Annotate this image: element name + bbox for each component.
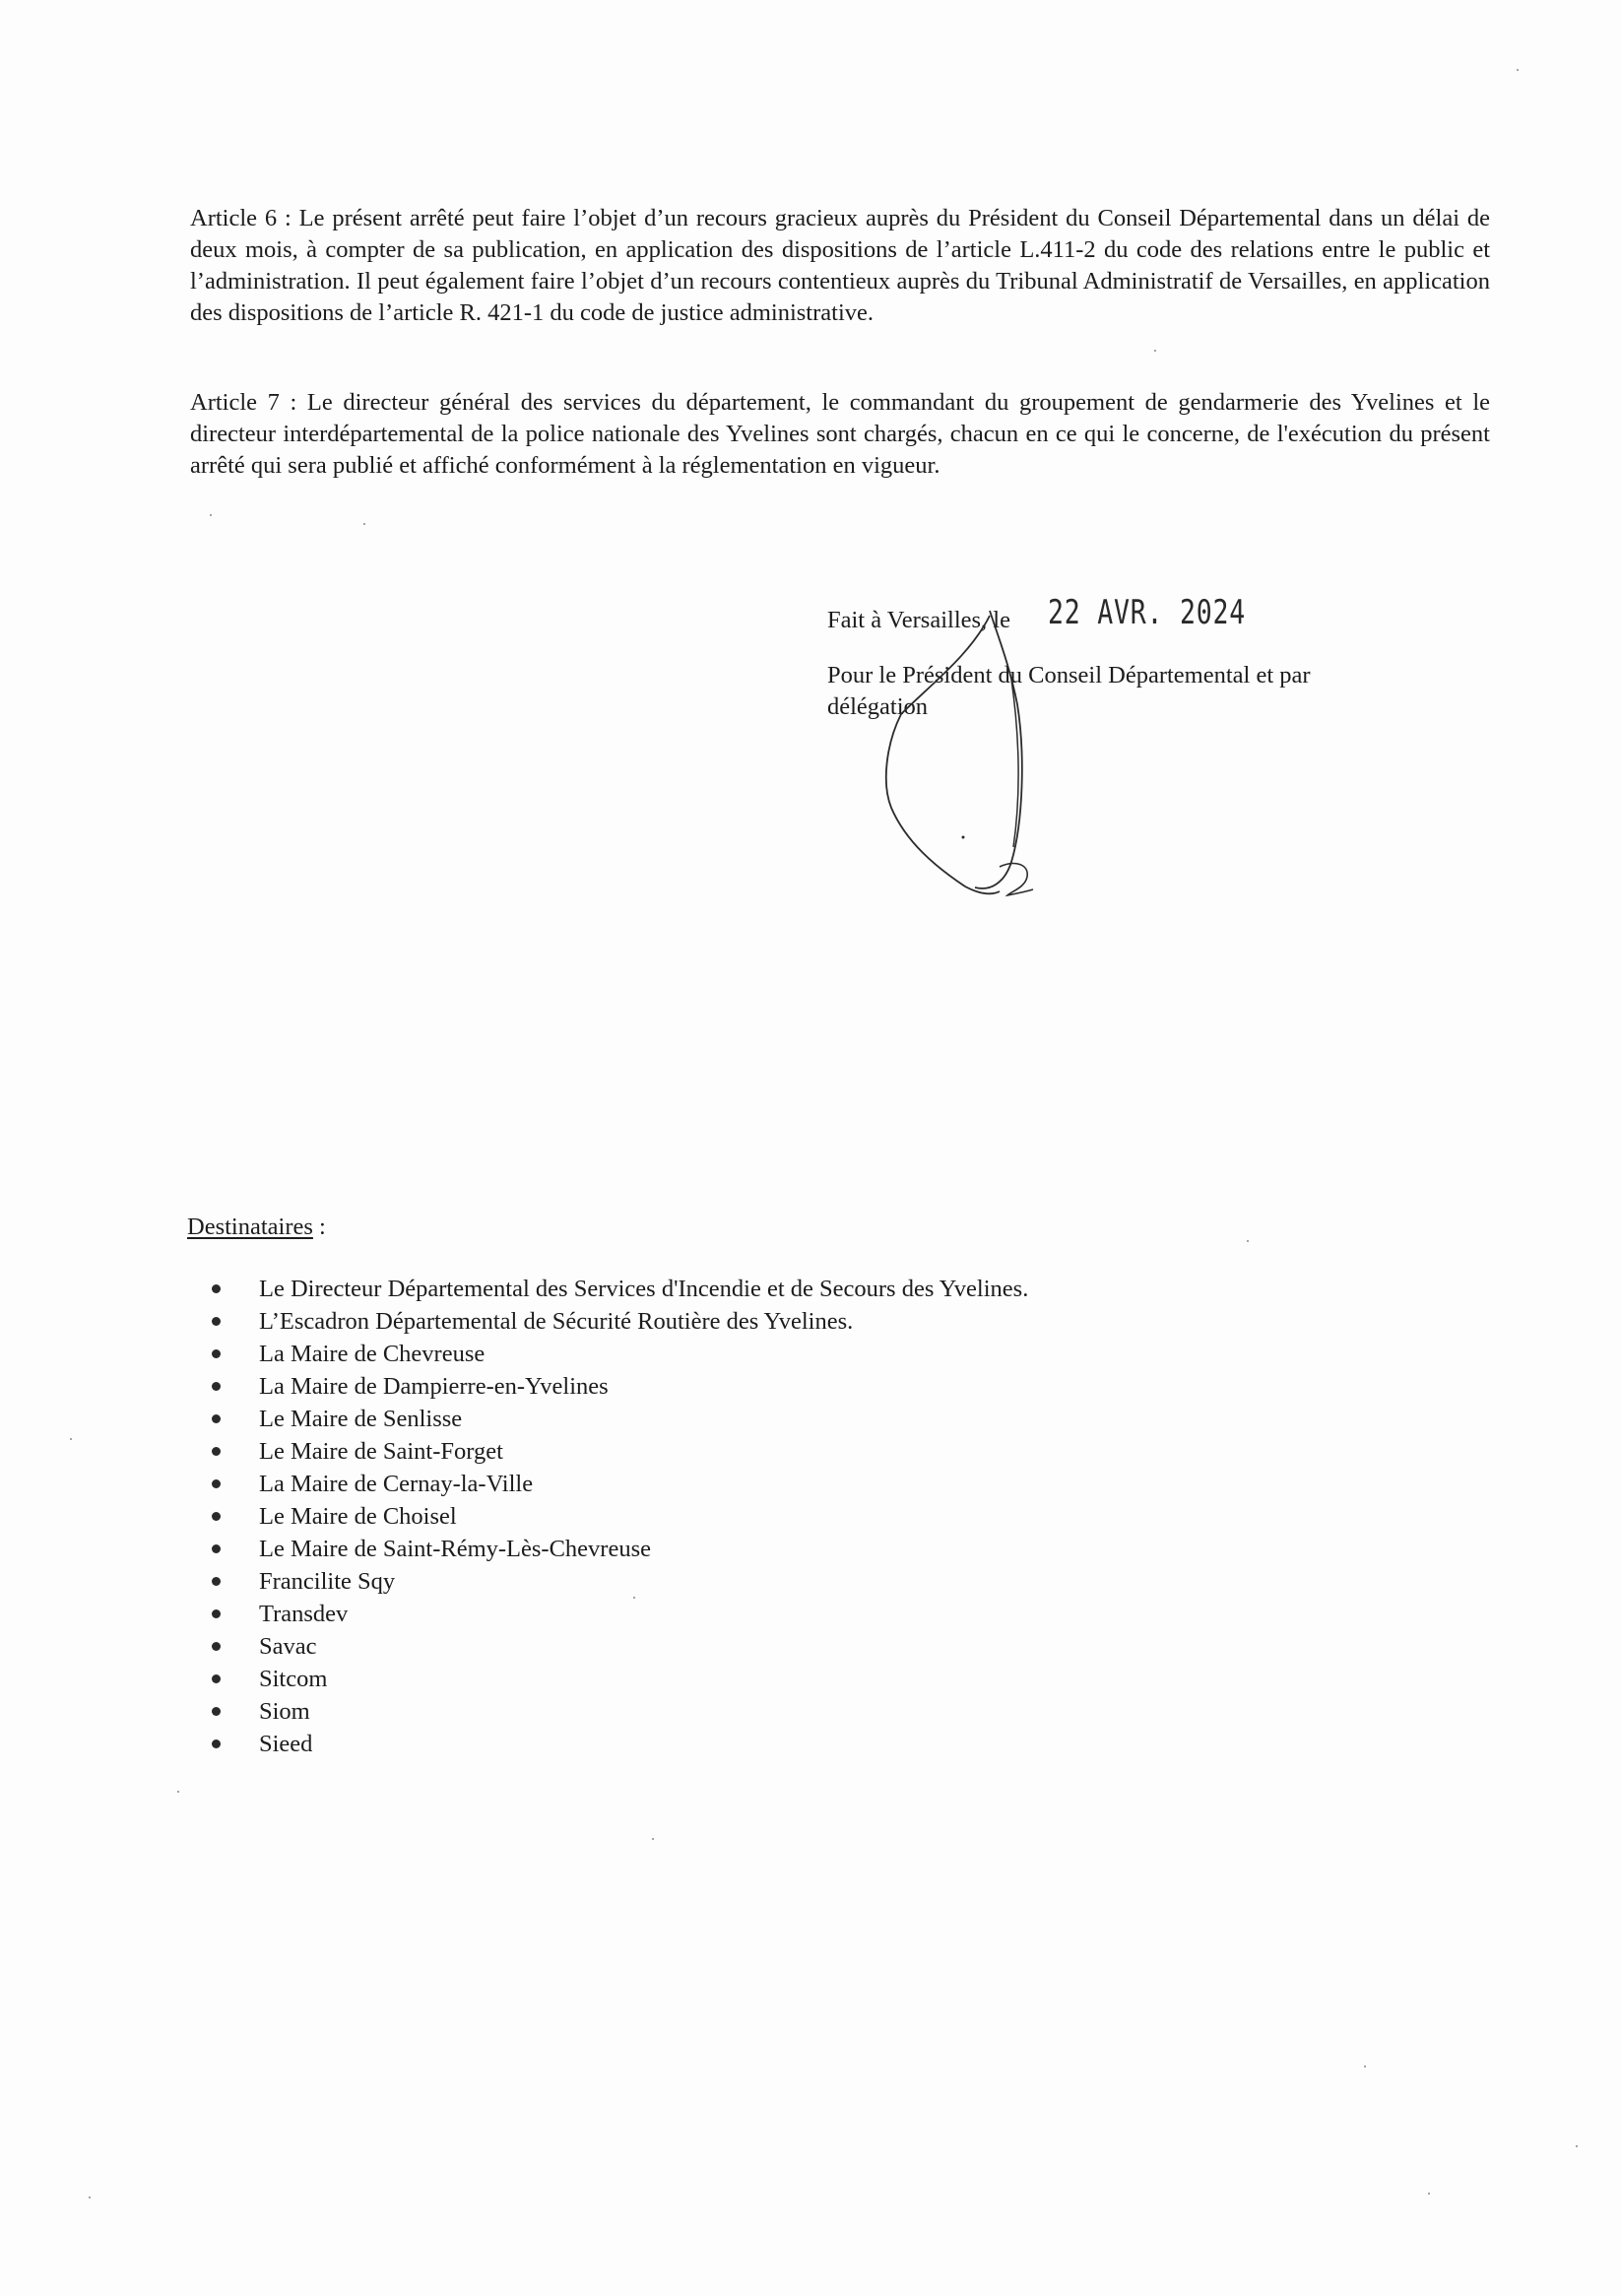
recipient-name: Le Maire de Senlisse (259, 1406, 463, 1432)
scan-speck (633, 1597, 635, 1599)
recipient-name: L’Escadron Départemental de Sécurité Routière des Yvelines. (259, 1308, 854, 1335)
scan-speck (1247, 1240, 1249, 1242)
recipient-name: Transdev (259, 1601, 349, 1627)
scan-speck (89, 2197, 91, 2198)
recipient-name: Le Directeur Départemental des Services d'Incendie et de Secours des Yvelines. (259, 1276, 1029, 1302)
scan-speck (1517, 69, 1519, 71)
scan-speck (177, 1791, 179, 1793)
scan-speck (363, 523, 365, 525)
recipient-name: La Maire de Cernay-la-Ville (259, 1471, 534, 1497)
recipient-name: Le Maire de Saint-Rémy-Lès-Chevreuse (259, 1536, 651, 1562)
recipient-name: Sitcom (259, 1666, 328, 1692)
scan-speck (1576, 2145, 1578, 2147)
list-item (187, 1565, 1028, 1598)
bullet-icon (212, 1284, 221, 1293)
recipient-name: La Maire de Chevreuse (259, 1341, 486, 1367)
date-stamp: 22 AVR. 2024 (1048, 593, 1246, 632)
scan-speck (1428, 2193, 1430, 2195)
list-item (187, 1663, 1028, 1695)
delegation-line: Pour le Président du Conseil Départemental et par délégation (827, 662, 1311, 720)
scan-speck (1364, 2066, 1366, 2067)
bullet-icon (212, 1447, 221, 1456)
bullet-icon (212, 1609, 221, 1618)
list-item (187, 1370, 1028, 1403)
bullet-icon (212, 1382, 221, 1391)
handwritten-signature (842, 596, 1039, 911)
bullet-icon (212, 1544, 221, 1553)
recipient-name: Savac (259, 1633, 317, 1660)
bullet-icon (212, 1479, 221, 1488)
list-item (187, 1598, 1028, 1630)
scan-speck (70, 1438, 72, 1440)
place-line: Fait à Versailles, le (827, 607, 1010, 633)
recipient-list (187, 1273, 1028, 1760)
recipients-section (187, 1212, 1028, 1760)
recipient-name: Francilite Sqy (259, 1568, 396, 1595)
bullet-icon (212, 1512, 221, 1521)
bullet-icon (212, 1739, 221, 1748)
bullet-icon (212, 1642, 221, 1651)
list-item (187, 1728, 1028, 1760)
scan-speck (210, 514, 212, 516)
list-item (187, 1338, 1028, 1370)
recipients-title-text: Destinataires (187, 1214, 313, 1240)
bullet-icon (212, 1317, 221, 1326)
bullet-icon (212, 1674, 221, 1683)
recipient-name: La Maire de Dampierre-en-Yvelines (259, 1373, 609, 1400)
list-item (187, 1500, 1028, 1533)
recipient-name: Le Maire de Choisel (259, 1503, 457, 1530)
bullet-icon (212, 1349, 221, 1358)
list-item (187, 1695, 1028, 1728)
list-item (187, 1273, 1028, 1305)
article-7-paragraph: Article 7 : Le directeur général des services du département, le commandant du groupement de gendarmerie des Yvelines et le directeur interdépartemental de la police nationale des Yvelines sont chargés, chacun en ce qui le concerne, de l'exécution du présent arrêté qui sera publié et affiché conformément à la réglementation en vigueur. (190, 389, 1490, 479)
recipients-title-colon: : (312, 1214, 326, 1240)
list-item (187, 1435, 1028, 1468)
list-item (187, 1305, 1028, 1338)
scan-speck (1154, 350, 1156, 352)
scan-speck (652, 1838, 654, 1840)
recipient-name: Le Maire de Saint-Forget (259, 1438, 503, 1465)
recipient-name: Siom (259, 1698, 310, 1725)
list-item (187, 1468, 1028, 1500)
list-item (187, 1403, 1028, 1435)
bullet-icon (212, 1707, 221, 1716)
list-item (187, 1533, 1028, 1565)
bullet-icon (212, 1577, 221, 1586)
recipients-title (187, 1214, 326, 1240)
list-item (187, 1630, 1028, 1663)
article-6-paragraph: Article 6 : Le présent arrêté peut faire l’objet d’un recours gracieux auprès du Président du Conseil Départemental dans un délai de deux mois, à compter de sa publication, en application des dispositions de l’article L.411-2 du code des relations entre le public et l’administration. Il peut également faire l’objet d’un recours contentieux auprès du Tribunal Administratif de Versailles, en application des dispositions de l’article R. 421-1 du code de justice administrative. (190, 205, 1490, 326)
recipient-name: Sieed (259, 1731, 313, 1757)
bullet-icon (212, 1414, 221, 1423)
